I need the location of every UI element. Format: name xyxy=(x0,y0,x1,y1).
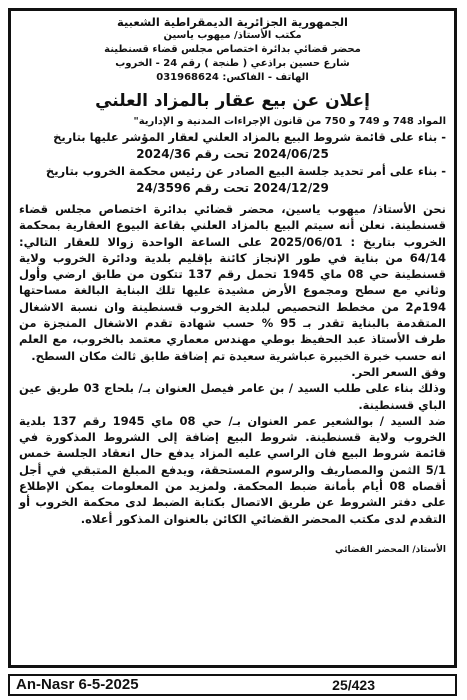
newspaper-name-date: An-Nasr 6-5-2025 xyxy=(16,676,139,693)
header-phone: الهاتف - الفاكس: 031968624 xyxy=(156,72,309,83)
bullet-date: 2024/12/29 تحت رقم 24/3596 xyxy=(136,181,329,195)
bullet-item: - بناء على أمر تحديد جلسة البيع الصادر عن رئيس محكمة الخروب بتاريخ xyxy=(45,164,446,178)
announcement-body xyxy=(19,201,446,527)
bullet-date: 2024/06/25 تحت رقم 2024/36 xyxy=(136,147,329,161)
signature: الأستاذ/ المحضر القضائي xyxy=(335,544,446,555)
announcement-title: إعلان عن بيع عقار بالمزاد العلني xyxy=(95,91,370,111)
header-address: شارع حسين براذعي ( طنجة ) رقم 24 - الخروب xyxy=(115,58,350,69)
body-paragraph: ضد السيد / بوالشعير عمر العنوان بـ/ حي 08 ماي 1945 رقم 137 بلدية الخروب ولاية قسنطينة. شروط البيع إضافة إلى الشروط المذكورة في قائمة شروط البيع فان الراسي عليه المزاد يدفع حال انعقاد الجلسة خمس 5/1 الثمن والمصاريف والرسوم المستحقة، ويدفع المبلغ المتبقي في أجل أقصاه 08 أيام بأمانة ضبط المحكمة. ولمزيد من المعلومات يمكن الإطلاع على دفتر الشروط عن طريق الاتصال بكتابة الضبط لدى محكمة الخروب أو التقدم لدى مكتب المحضر القضائي الكائن بالعنوان المذكور أعلاه. xyxy=(19,413,446,526)
legal-articles: المواد 748 و 749 و 750 من قانون الإجراءات المدنية و الإدارية" xyxy=(133,116,446,127)
bullet-item: - بناء على قائمة شروط البيع بالمزاد العلني لعقار المؤشر عليها بتاريخ xyxy=(53,130,446,144)
bullet-list xyxy=(19,129,446,197)
header-office: مكتب الأستاذ/ ميهوب ياسين xyxy=(163,30,302,41)
body-paragraph: نحن الأستاذ/ ميهوب ياسين، محضر قضائي بدائرة اختصاص مجلس قضاء قسنطينة. نعلن أنه سيتم البيع بالمزاد العلني بقاعة البيوع العقارية بمحكمة الخروب بتاريخ : 2025/06/01 على الساعة الواحدة زوالا للعقار التالي: 64/14 من بناية في طور الإنجاز كائنة بإقليم بلدية ودائرة الخروب ولاية قسنطينة حي 08 ماي 1945 تحمل رقم 137 تتكون من طابق ارضي وأول وثاني مع سطح ومجموع الأرض مشيدة عليها تلك البناية البالغة مساحتها 194م2 من مخطط التحصيص لبلدية الخروب قسنطينة وان نسبة الاشغال المتقدمة بالبناية تقدر بـ 95 % حسب شهادة تقدم الاشغال المنجزة من طرف الأستاذ عبد الحفيظ بوطي مهندس معماري معتمد بالخروب، مع العلم انه حسب خبرة الخبيرة عباشرية سعيدة تم إضافة طابق ثالث مكان السطح. xyxy=(19,202,447,363)
reference-number: 25/423 xyxy=(332,677,375,693)
body-paragraph: وذلك بناء على طلب السيد / بن عامر فيصل العنوان بـ/ بلحاج 03 طريق عين الباي قسنطينة. xyxy=(19,381,446,412)
announcement-frame xyxy=(8,8,457,668)
body-paragraph: وفق السعر الحر. xyxy=(351,364,446,379)
header-bailiff: محضر قضائي بدائرة اختصاص مجلس قضاء قسنطينة xyxy=(104,44,361,55)
header-republic: الجمهورية الجزائرية الديمقراطية الشعبية xyxy=(116,15,348,29)
letterhead xyxy=(19,15,446,85)
newspaper-footer xyxy=(8,674,457,696)
